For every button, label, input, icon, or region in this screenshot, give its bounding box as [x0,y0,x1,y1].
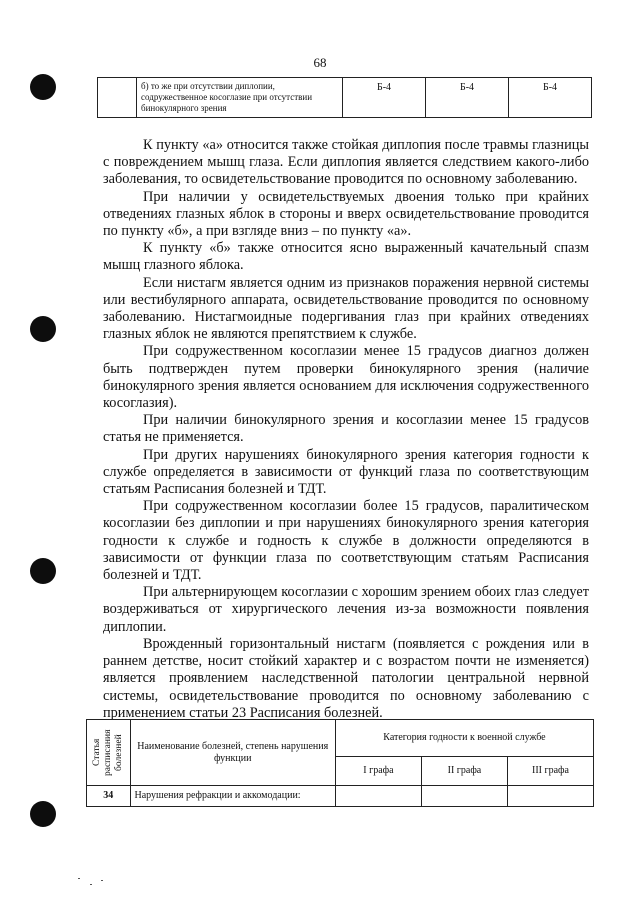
graph-header-2: II графа [421,757,507,786]
table-row [98,78,592,118]
category-header: Категория годности к военной службе [335,720,593,757]
paragraph: При наличии бинокулярного зрения и косоглазии менее 15 градусов статья не применяется. [103,412,589,446]
article-header [87,720,131,786]
description-cell: б) то же при отсутствии диплопии, содружественное косоглазие при отсутствии бинокулярного зрения [137,78,343,118]
table-header-row [87,720,594,757]
graph-cell-1 [335,786,421,807]
grade-cell-1: Б-4 [343,78,426,118]
article-cell [98,78,137,118]
scan-artifact [90,884,92,885]
graph-header-1: I графа [335,757,421,786]
grade-cell-2: Б-4 [426,78,509,118]
scan-artifact [101,880,103,881]
top-table [97,77,592,118]
paragraph: К пункту «а» относится также стойкая диплопия после травмы глазницы с повреждением мышц глаза. Если диплопия является следствием какого-либо заболевания, то освидетельствование проводится по основному заболеванию. [103,137,589,188]
paragraph: При содружественном косоглазии менее 15 градусов диагноз должен быть подтвержден путем проверки бинокулярного зрения (наличие бинокулярного зрения является основанием для исключения содружественного косоглазия). [103,343,589,412]
paragraph: При наличии у освидетельствуемых двоения только при крайних отведениях глазных яблок в стороны и вверх освидетельствование проводится по пункту «б», а при взгляде вниз – по пункту «а». [103,188,589,240]
graph-cell-3 [507,786,593,807]
binder-hole [30,558,56,584]
article-header-label: Статья расписания болезней [91,729,124,776]
body-text [103,137,589,722]
name-header: Наименование болезней, степень нарушения функции [130,720,335,786]
paragraph: При содружественном косоглазии более 15 градусов, паралитическом косоглазии без диплопии и при нарушениях бинокулярного зрения категория годности к службе и годность к службе в должности определяются в зависимости от функции глаза по соответствующим статьям Расписания болезней и ТДТ. [103,498,589,584]
page-number: 68 [313,55,327,70]
paragraph: К пункту «б» также относится ясно выраженный качательный спазм мышц глазного яблока. [103,240,589,274]
paragraph: Врожденный горизонтальный нистагм (появляется с рождения или в раннем детстве, носит стойкий характер и с возрастом почти не изменяется) является проявлением наследственной патологии центральной нервной системы, освидетельствование проводится по основному заболеванию с применением статьи 23 Расписания болезней. [103,635,589,721]
paragraph: При альтернирующем косоглазии с хорошим зрением обоих глаз следует воздерживаться от хирургического лечения из-за возможности появления диплопии. [103,584,589,635]
article-number: 34 [87,786,131,807]
binder-hole [30,801,56,827]
bottom-table [86,719,594,807]
table-row [87,786,594,807]
binder-hole [30,74,56,100]
scan-artifact [78,878,80,879]
paragraph: Если нистагм является одним из признаков поражения нервной системы или вестибулярного аппарата, освидетельствование проводится по основному заболеванию. Нистагмоидные подергивания глаз при крайних отведениях глазных яблок не являются препятствием к службе. [103,274,589,343]
disease-name: Нарушения рефракции и аккомодации: [130,786,335,807]
graph-header-3: III графа [507,757,593,786]
graph-cell-2 [421,786,507,807]
grade-cell-3: Б-4 [509,78,592,118]
binder-hole [30,316,56,342]
paragraph: При других нарушениях бинокулярного зрения категория годности к службе определяется в зависимости от функций глаза по соответствующим статьям Расписания болезней и ТДТ. [103,446,589,498]
